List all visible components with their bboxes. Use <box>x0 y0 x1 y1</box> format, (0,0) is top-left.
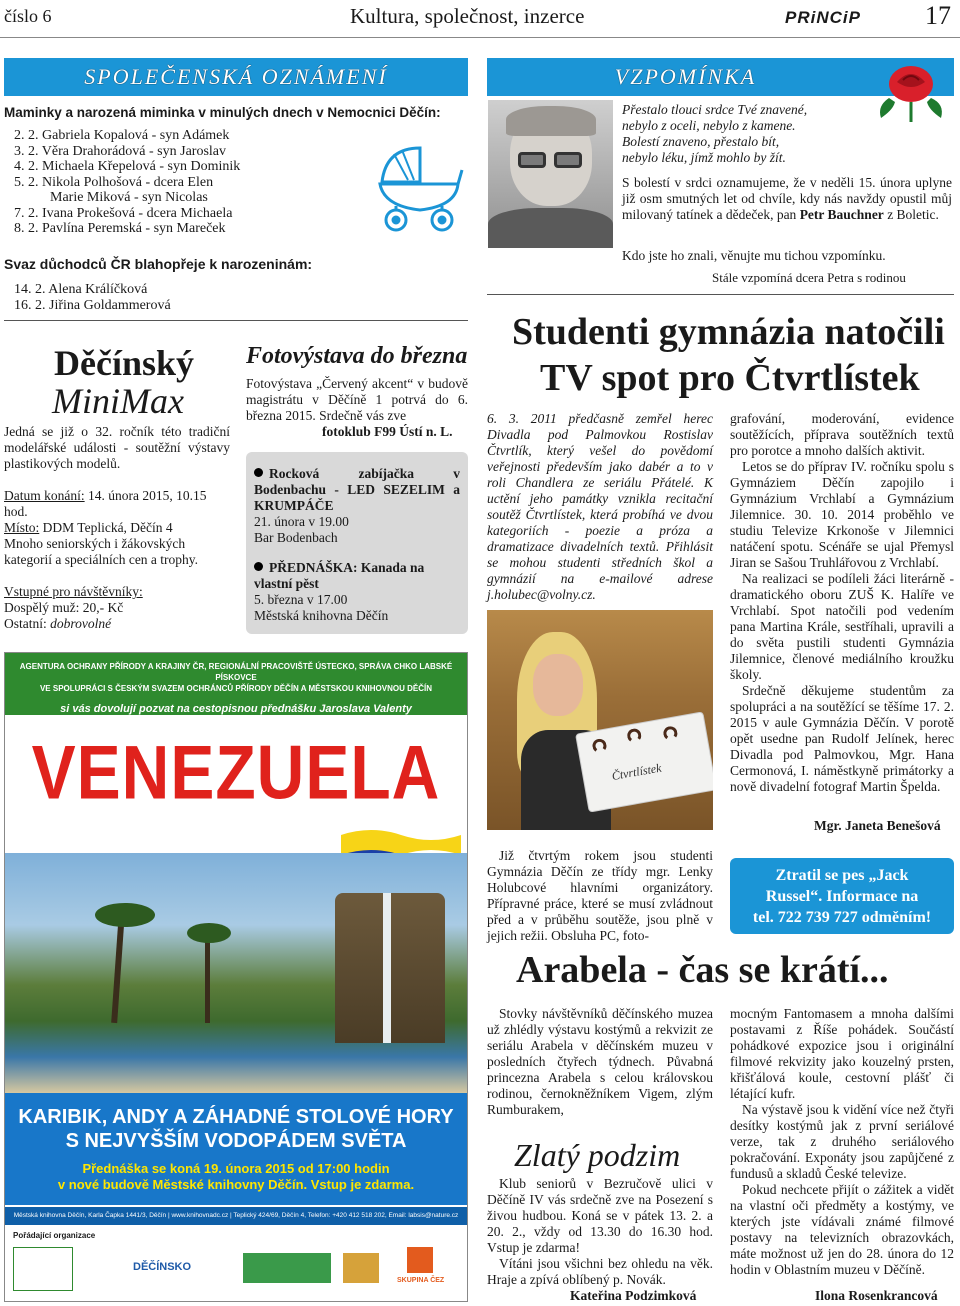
entry-adult: Dospělý muž: 20,- Kč <box>4 600 124 615</box>
minimax-title-2: MiniMax <box>52 381 184 421</box>
arabela-right: mocným Fantomasem a mnoha dalšími postavami z Říše pohádek. Součástí pohádkové expozice jsou i originální filmové rekvizity jako kouzelný prsten, křišťálová koule, cestovní plášť či létající kufr. Na výstavě jsou k vidění více než čtyři desítky kostýmů jak z první seriálové verze, tak z druhého seriálového pokračování. Exponáty jsou zapůjčené z fundusů a skladů České televize. Pokud nechcete přijít o zážitek a vidět na vlastní oči předměty a kostýmy, ve kterých jste vídávali známé filmové postavy na televizních obrazovkách, máte možnost už jen do 28. února do 12 hodin v Oblastním muzeu v Děčíně. <box>730 1006 954 1277</box>
arabela-left: Stovky návštěvníků děčínského muzea už zhlédly výstavu kostýmů a rekvizit ze seriálu Arabela v děčínském muzeu v posledních čtyřech týdnech. Půvabná princezna Arabela s celou královskou rodinou, černokněžníkem Vigem, zlým Rumburakem, <box>487 1006 713 1117</box>
venezuela-ad <box>4 652 468 1302</box>
event-title: Rocková zabíjačka v Bodenbachu - LED SEZELIM a KRUMPÁČE <box>254 466 460 513</box>
poem-line: Bolestí znaveno, přestalo bít, <box>622 134 780 149</box>
minimax-details: Datum konání: 14. února 2015, 10.15 hod. Místo: DDM Teplická, Děčín 4 Mnoho seniorských i žákovských kategorií a speciálních cen a trophy. Vstupné pro návštěvníky: Dospělý muž: 20,- Kč Ostatní: dobrovolné <box>4 488 230 632</box>
births-list <box>14 128 354 237</box>
gymnazium-lead: 6. 3. 2011 předčasně zemřel herec Divadla pod Palmovkou Rostislav Čtvrtlík, který vešel do povědomí veřejnosti především jako dabér a to v roli Chandlera ze seriálu Přátelé. K uctění jeho památky vznikla recitační soutěž Čtvrtlístek, která probíhá ve dvou kategoriích - poezie a próza a dramatizace divadelních textů. Přihlásit se mohou studenti středních škol a gymnázií na e-mailové adrese j.holubec@volny.cz. <box>487 411 713 602</box>
page-number: 17 <box>925 1 951 30</box>
memorial-poem <box>622 102 952 166</box>
memorial-title: VZPOMÍNKA <box>614 64 757 89</box>
memorial-signature: Stále vzpomíná dcera Petra s rodinou <box>712 270 906 285</box>
deceased-name: Petr Bauchner <box>799 207 884 222</box>
list-item: 14. 2. Alena Králíčková <box>14 282 148 297</box>
minimax-title-1: Děčínský <box>54 343 195 383</box>
social-announcements-title: SPOLEČENSKÁ OZNÁMENÍ <box>84 64 388 89</box>
poem-line: nebylo léku, jímž mohlo by žít. <box>622 150 786 165</box>
ad-when-1: Přednáška se koná 19. února 2015 od 17:00 hodin <box>82 1161 390 1176</box>
entry-label: Vstupné pro návštěvníky: <box>4 584 143 599</box>
golden-autumn-title: Zlatý podzim <box>514 1137 681 1173</box>
golden-autumn-signature: Kateřina Podzimková <box>570 1288 697 1303</box>
list-item: 4. 2. Michaela Křepelová - syn Dominik <box>14 159 241 174</box>
brand-logo: PRiNCiP <box>785 8 861 27</box>
gymnazium-title-2: TV spot pro Čtvrtlístek <box>540 357 920 399</box>
births-subtitle: Maminky a narozená miminka v minulých dnech v Nemocnici Děčín: <box>4 105 441 120</box>
poem-line: Přestalo tlouci srdce Tvé znavené, <box>622 102 808 117</box>
lost-dog-ad: Ztratil se pes „Jack Russel“. Informace na tel. 722 739 727 odměním! <box>730 858 954 934</box>
minimax-desc: Mnoho seniorských i žákovských kategorií a speciálních cen a trophy. <box>4 536 199 567</box>
partner-logo <box>13 1247 73 1291</box>
event-place: Bar Bodenbach <box>254 530 338 545</box>
gymnazium-title-1: Studenti gymnázia natočili <box>512 311 945 353</box>
issue-number: číslo 6 <box>4 6 52 26</box>
arabela-signature: Ilona Rosenkrancová <box>815 1288 938 1303</box>
cez-logo-icon <box>407 1247 433 1273</box>
social-announcements-bar <box>4 58 468 96</box>
divider <box>487 294 954 295</box>
gymnazium-body-left: Již čtvrtým rokem jsou studenti Gymnázia Děčín ze třídy mgr. Lenky Holubcové hlavními organizátory. Přípravné práce, které se musí zvládnout před a v průběhu soutěže, jsou plně v jejich režii. Obsluha PC, foto- <box>487 848 713 943</box>
event-date: 21. února v 19.00 <box>254 514 349 529</box>
ad-tagline-2: S NEJVYŠŠÍM VODOPÁDEM SVĚTA <box>65 1130 407 1152</box>
list-item: 7. 2. Ivana Prokešová - dcera Michaela <box>14 205 233 221</box>
bullet-icon <box>254 468 263 477</box>
pensioners-list <box>14 282 314 313</box>
list-item: 2. 2. Gabriela Kopalová - syn Adámek <box>14 128 230 143</box>
partner-logo: SKUPINA ČEZ <box>397 1277 445 1284</box>
photo-exhibition-title: Fotovýstava do března <box>246 343 468 369</box>
cake-text: Čtvrtlístek <box>610 760 663 784</box>
events-box <box>246 452 468 634</box>
arabela-title: Arabela - čas se krátí... <box>516 949 889 991</box>
photo-exhibition-text: Fotovýstava „Červený akcent“ v budově magistrátu v Děčíně 1 potrvá do 6. března 2015. Srdečně vás zve <box>246 376 468 423</box>
event-place: Městská knihovna Děčín <box>254 608 389 623</box>
page-header <box>0 0 960 38</box>
list-item: 8. 2. Pavlína Peremská - syn Mareček <box>14 221 226 236</box>
list-item: 5. 2. Nikola Polhošová - dcera Elen <box>14 174 214 190</box>
partner-logo: DĚČÍNSKO <box>133 1261 192 1273</box>
woman-with-cake-photo <box>487 610 713 830</box>
ad-contact: Městská knihovna Děčín, Karla Čapka 1441/3, Děčín | www.knihovnadc.cz | Teplický 424/69, Děčín 4, Telefon: +420 412 518 202, Email: labsis@nature.cz <box>5 1207 467 1225</box>
golden-autumn-text: Klub seniorů v Bezručově ulici v Děčíně IV vás srdečně zve na Posezení s živou hudbou. Koná se v pátek 13. 2. a 20. 2., vždy od 13.30 do 16.30 hod. Vstup je zdarma! Vítáni jsou všichni bez ohledu na věk. Hraje a zpívá oblíbený p. Novák. <box>487 1176 713 1287</box>
ad-tagline-band <box>5 1093 467 1205</box>
ad-title: VENEZUELA <box>31 729 441 815</box>
list-item: 3. 2. Věra Drahorádová - syn Jaroslav <box>14 143 227 159</box>
partner-logo <box>343 1253 379 1283</box>
ad-header: AGENTURA OCHRANY PŘÍRODY A KRAJINY ČR, REGIONÁLNÍ PRACOVIŠTĚ ÚSTECKO, SPRÁVA CHKO LABSKÉ PÍSKOVCE VE SPOLUPRÁCI S ČESKÝM SVAZEM OCHRÁNCŮ PŘÍRODY DĚČÍN A MĚSTSKOU KNIHOVNOU DĚČÍN si vás dovolují pozvat na cestopisnou přednášku Jaroslava Valenty <box>5 653 467 715</box>
pensioners-title: Svaz důchodců ČR blahopřeje k narozeninám: <box>4 256 313 272</box>
portrait-photo <box>488 100 613 248</box>
landscape-photo <box>5 853 467 1093</box>
event-date: 5. března v 17.00 <box>254 592 348 607</box>
date-label: Datum konání: <box>4 488 85 503</box>
list-item: Marie Miková - syn Nicolas <box>50 190 208 205</box>
divider <box>4 320 468 321</box>
poem-line: nebylo z oceli, nebylo z kamene. <box>622 118 796 133</box>
ad-tagline-1: KARIBIK, ANDY A ZÁHADNÉ STOLOVÉ HORY <box>18 1106 454 1128</box>
partner-logo <box>243 1253 331 1283</box>
partner-logos <box>13 1247 461 1295</box>
section-title: Kultura, společnost, inzerce <box>350 4 585 28</box>
memorial-text: S bolestí v srdci oznamujeme, že v neděli 15. února uplyne již osm smutných let od chvíle, kdy nás navždy opustil můj milovaný tatínek a dědeček, pan Petr Bauchner z Boletic. <box>622 175 952 222</box>
bullet-icon <box>254 562 263 571</box>
ad-when-2: v nové budově Městské knihovny Děčín. Vstup je zdarma. <box>57 1176 415 1192</box>
gymnazium-signature: Mgr. Janeta Benešová <box>814 818 941 833</box>
baby-carriage-icon <box>372 140 464 236</box>
event-title: PŘEDNÁŠKA: Kanada na vlastní pěst <box>254 560 425 591</box>
ad-partners-label: Pořádající organizace <box>13 1231 96 1240</box>
place-label: Místo: <box>4 520 40 535</box>
photo-exhibition-signature: fotoklub F99 Ústí n. L. <box>322 424 453 439</box>
minimax-intro: Jedná se již o 32. ročník této tradiční modelářské události - soutěžní výstavy plastikových modelů. <box>4 424 230 471</box>
memorial-closing: Kdo jste ho znali, věnujte mu tichou vzpomínku. <box>622 248 886 263</box>
gymnazium-body-right: grafování, moderování, evidence soutěžících, příprava soutěžních textů pro porotce a mnoho dalších aktivit. Letos se do příprav IV. ročníku spolu s Gymnáziem Děčín zapojilo i Gymnázium Vrchlabí a Gymnázium Jilemnice. 30. 10. 2014 proběhlo ve studiu Televize Krkonoše v Jilemnici natáčení spotu. Scénáře se ujal Přemysl Jiran se Sašou Truhlářovou z Vrchlabí. Na realizaci se podíleli žáci literárně - dramatického oboru ZUŠ K. Halíře ve Vrchlabí. Spot natočili pod vedením pana Martina Krále, sestříhali, upravili a do světa pustili studenti Gymnázia Jilemnice, členové mediálního kroužku školy. Srdečně děkujeme studentům za spolupráci a na soutěžící se těšíme 17. 2. 2015 v aule Gymnázia Děčín. V porotě opět usedne pan Rudolf Jelínek, herec Divadla pod Palmovkou, Mgr. Hana Cermonová, I. náměstkyně primátorky a nově divadelní fotograf Martin Špelda. <box>730 411 954 794</box>
list-item: 16. 2. Jiřina Goldammerová <box>14 297 171 313</box>
